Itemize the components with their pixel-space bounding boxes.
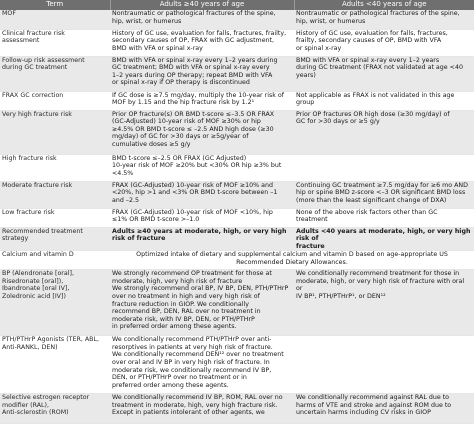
cell-ge40: Prior OP fracture(s) OR BMD t-score ≤–3.5 OR FRAX (GC-Adjusted) 10-year risk of MOF ≥30% or hip ≥4.5% OR BMD t-score ≤ –2.5 AND high dose (≥30 mg/day) of GC for >30 days or ≥5g/year of cumulative doses ≥5 g/y: [110, 110, 294, 154]
row-term: FRAX GC correction: [0, 91, 110, 110]
table-row: [0, 181, 474, 208]
cell-ge40: Nontraumatic or pathological fractures of the spine, hip, wrist, or humerus: [110, 10, 294, 29]
table-row: [0, 154, 474, 181]
header-row: [0, 0, 474, 10]
cell-lt40: [294, 336, 474, 394]
cell-ge40: History of GC use, evaluation for falls, fractures, frailty, secondary causes of OP, FRAX with GC adjustment, BMD with VFA or spinal x-ray: [110, 29, 294, 56]
table-row: [0, 208, 474, 227]
header-adults-ge40: Adults ≥40 years of age: [110, 0, 294, 10]
header-term: Term: [0, 0, 110, 10]
cell-lt40: Continuing GC treatment ≥7.5 mg/day for ≥6 mo AND hip or spine BMD z-score <–3 OR significant BMD loss (more than the least significant change of DXA): [294, 181, 474, 208]
table-row: [0, 270, 474, 336]
row-term: Very high fracture risk: [0, 110, 110, 154]
cell-ge40: FRAX (GC-Adjusted) 10-year risk of MOF ≥10% and <20%, hip >1 and <3% OR BMD t-score between –1 and –2.5: [110, 181, 294, 208]
cell-lt40: We conditionally recommend treatment for those in moderate, high, or very high risk of fracture with oral or IV BP¹, PTH/PTHrP¹, or DEN¹²: [294, 270, 474, 336]
cell-ge40: We conditionally recommend PTH/PTHrP over anti- resorptives in patients at very high risk of fracture. We conditionally recommend DEN¹² over no treatment over oral and IV BP in very high risk of fracture. In moderate risk, we conditionally recommend IV BP, DEN, or PTH/PTHrP over no treatment or in preferred order among these agents.: [110, 336, 294, 394]
cell-lt40: History of GC use, evaluation for falls, fractures, frailty, secondary causes of OP, BMD with VFA or spinal x-ray: [294, 29, 474, 56]
table-row: [0, 251, 474, 270]
row-term: MOF: [0, 10, 110, 29]
table-row: [0, 110, 474, 154]
header-adults-lt40: Adults <40 years of age: [294, 0, 474, 10]
row-term: Low fracture risk: [0, 208, 110, 227]
cell-ge40: If GC dose is ≥7.5 mg/day, multiply the 10-year risk of MOF by 1.15 and the hip fracture risk by 1.2¹: [110, 91, 294, 110]
row-term: Clinical fracture risk assessment: [0, 29, 110, 56]
row-term: Recommended treatment strategy: [0, 227, 110, 251]
table-row: [0, 56, 474, 91]
table-row: [0, 336, 474, 394]
cell-ge40: We strongly recommend OP treatment for those at moderate, high, very high risk of fracture We strongly recommend oral BP, IV BP, DEN, PTH/PTHrP over no treatment in high and very high risk of fracture reduction in GIOP. We conditionally recommend BP, DEN, RAL over no treatment in moderate risk, with IV BP, DEN, or PTH/PTHrP in preferred order among these agents.: [110, 270, 294, 336]
cell-ge40: We conditionally recommend IV BP, ROM, RAL over no treatment in moderate, high, very high fracture risk. Except in patients intolerant of other agents, we: [110, 394, 294, 424]
cell-lt40: BMD with VFA or spinal x-ray every 1–2 years during GC treatment (FRAX not validated at age <40 years): [294, 56, 474, 91]
row-term: Moderate fracture risk: [0, 181, 110, 208]
cell-lt40: None of the above risk factors other than GC treatment: [294, 208, 474, 227]
row-term: Selective estrogen receptor modifier (RAL), Anti-sclerostin (ROM): [0, 394, 110, 424]
cell-ge40: BMD t-score ≤–2.5 OR FRAX (GC Adjusted) 10-year risk of MOF ≥20% but <30% OR hip ≥3% but <4.5%: [110, 154, 294, 181]
cell-ge40: BMD with VFA or spinal x-ray every 1–2 years during GC treatment; BMD with VFA or spinal x-ray every 1–2 years during OP therapy; repeat BMD with VFA or spinal x-ray if OP therapy is discontinued: [110, 56, 294, 91]
row-term: Follow-up risk assessment during GC treatment: [0, 56, 110, 91]
cell-lt40: Nontraumatic or pathological fractures of the spine, hip, wrist, or humerus: [294, 10, 474, 29]
cell-lt40: Prior OP fractures OR high dose (≥30 mg/day) of GC for >30 days or ≥5 g/y: [294, 110, 474, 154]
table-row: [0, 29, 474, 56]
cell-merged: Optimized intake of dietary and supplemental calcium and vitamin D based on age-appropriate US Recommended Dietary Allowances.: [110, 251, 474, 270]
cell-ge40: Adults ≥40 years at moderate, high, or very high risk of fracture: [110, 227, 294, 251]
row-term: PTH/PTHrP Agonists (TER, ABL, Anti-RANKL, DEN): [0, 336, 110, 394]
table-row: [0, 10, 474, 29]
table-row: [0, 227, 474, 251]
table-row: [0, 394, 474, 424]
cell-lt40: Not applicable as FRAX is not validated in this age group: [294, 91, 474, 110]
cell-ge40: FRAX (GC-Adjusted) 10-year risk of MOF <10%, hip ≤1% OR BMD t-score >–1.0: [110, 208, 294, 227]
cell-lt40: Adults <40 years at moderate, high, or very high risk of fracture: [294, 227, 474, 251]
row-term: BP (Alendronate [oral], Risedronate [oral]), Ibandronate [oral IV], Zoledronic acid [IV]): [0, 270, 110, 336]
cell-lt40: We conditionally recommend against RAL due to harms of VTE and stroke and against ROM due to uncertain harms including CV risks in GIOP: [294, 394, 474, 424]
row-term: High fracture risk: [0, 154, 110, 181]
cell-lt40: [294, 154, 474, 181]
table-row: [0, 91, 474, 110]
row-term: Calcium and vitamin D: [0, 251, 110, 270]
